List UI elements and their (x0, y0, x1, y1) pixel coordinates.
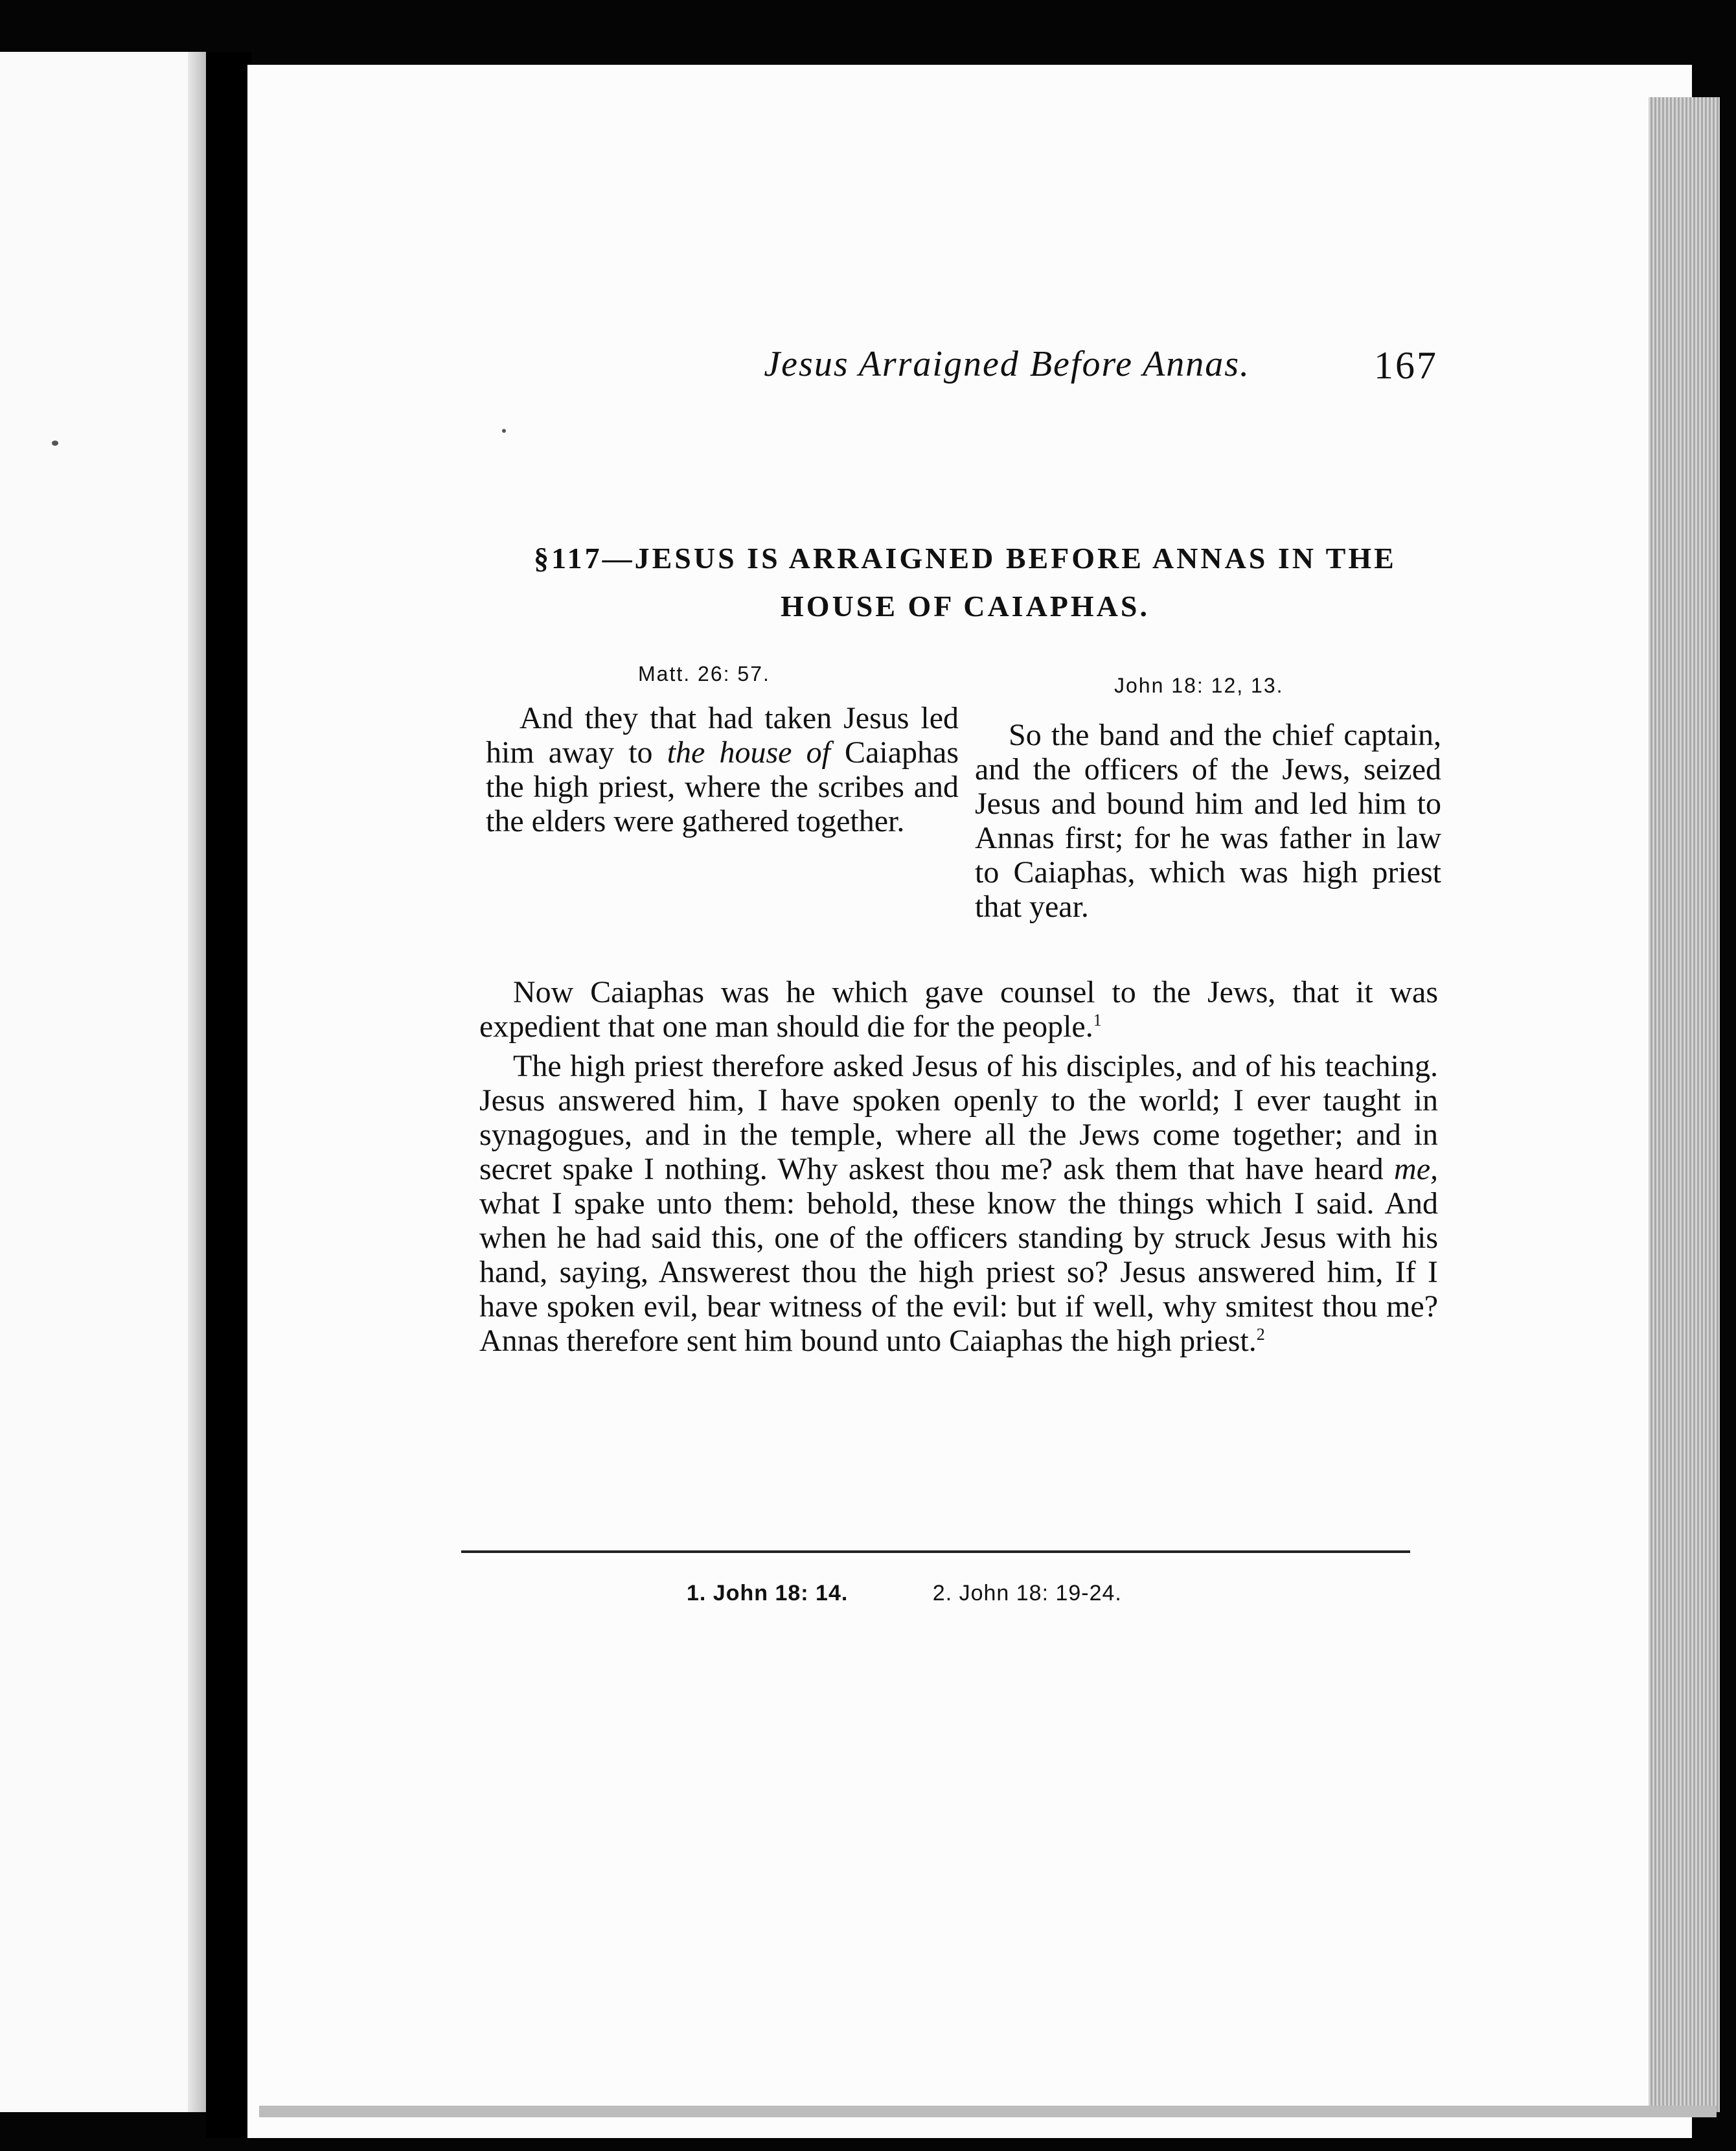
footnote-rule (461, 1550, 1410, 1553)
left-text-part-2: Caiaphas the high priest, where the scribes and the elders were gathered together. (486, 735, 959, 838)
right-column-text (975, 718, 1441, 924)
footnote-2: 2. John 18: 19-24. (932, 1581, 1122, 1605)
section-heading (486, 535, 1445, 630)
paper-speck (52, 441, 58, 446)
page-stack-edge (1649, 97, 1720, 2112)
facing-page (0, 52, 206, 2112)
footnotes (687, 1581, 1200, 1606)
left-text-part-1: And they that had taken Jesus led him away to (486, 701, 959, 770)
section-heading-line-2: HOUSE OF CAIAPHAS. (781, 590, 1150, 623)
running-head (479, 343, 1438, 402)
left-column-paragraph (486, 701, 959, 838)
body-paragraph-2 (479, 1049, 1438, 1358)
right-column-reference: John 18: 12, 13. (1114, 674, 1284, 697)
left-column-text (486, 701, 959, 838)
page-bottom-edge (259, 2106, 1717, 2117)
right-column-paragraph: So the band and the chief captain, and the officers of the Jews, seized Jesus and bound him and led him to Annas first; for he was father in law to Caiaphas, which was high priest that year. (975, 718, 1441, 924)
paragraph-1-text: Now Caiaphas was he which gave counsel to the Jews, that it was expedient that one man should die for the people. (479, 975, 1438, 1044)
page-number: 167 (1374, 344, 1438, 387)
paper-speck (502, 429, 506, 433)
left-text-italic: the house of (667, 735, 830, 770)
left-column-reference: Matt. 26: 57. (638, 662, 770, 685)
body-text (479, 975, 1438, 1363)
section-heading-line-1: §117—JESUS IS ARRAIGNED BEFORE ANNAS IN THE (534, 542, 1397, 575)
paragraph-2-italic: me, (1394, 1152, 1438, 1186)
facing-page-edge (188, 52, 206, 2112)
paragraph-2-text-b: what I spake unto them: behold, these know the things which I said. And when he had said this, one of the officers standing by struck Jesus with his hand, saying, Answerest thou the high priest so? Jesus answered him, If I have spoken evil, bear witness of the evil: but if well, why smitest thou me? Annas therefore sent him bound unto Caiaphas the high priest. (479, 1186, 1438, 1358)
body-paragraph-1 (479, 975, 1438, 1044)
paragraph-2-text-a: The high priest therefore asked Jesus of his disciples, and of his teaching. Jesus answered him, I have spoken openly to the world; I ever taught in synagogues, and in the temple, where all the Jews come together; and in secret spake I nothing. Why askest thou me? ask them that have heard (479, 1049, 1438, 1186)
footnote-marker-2: 2 (1256, 1325, 1265, 1344)
running-title: Jesus Arraigned Before Annas. (764, 344, 1250, 384)
book-gutter (206, 52, 251, 2138)
footnote-1: 1. John 18: 14. (687, 1581, 849, 1605)
footnote-marker-1: 1 (1093, 1011, 1102, 1029)
